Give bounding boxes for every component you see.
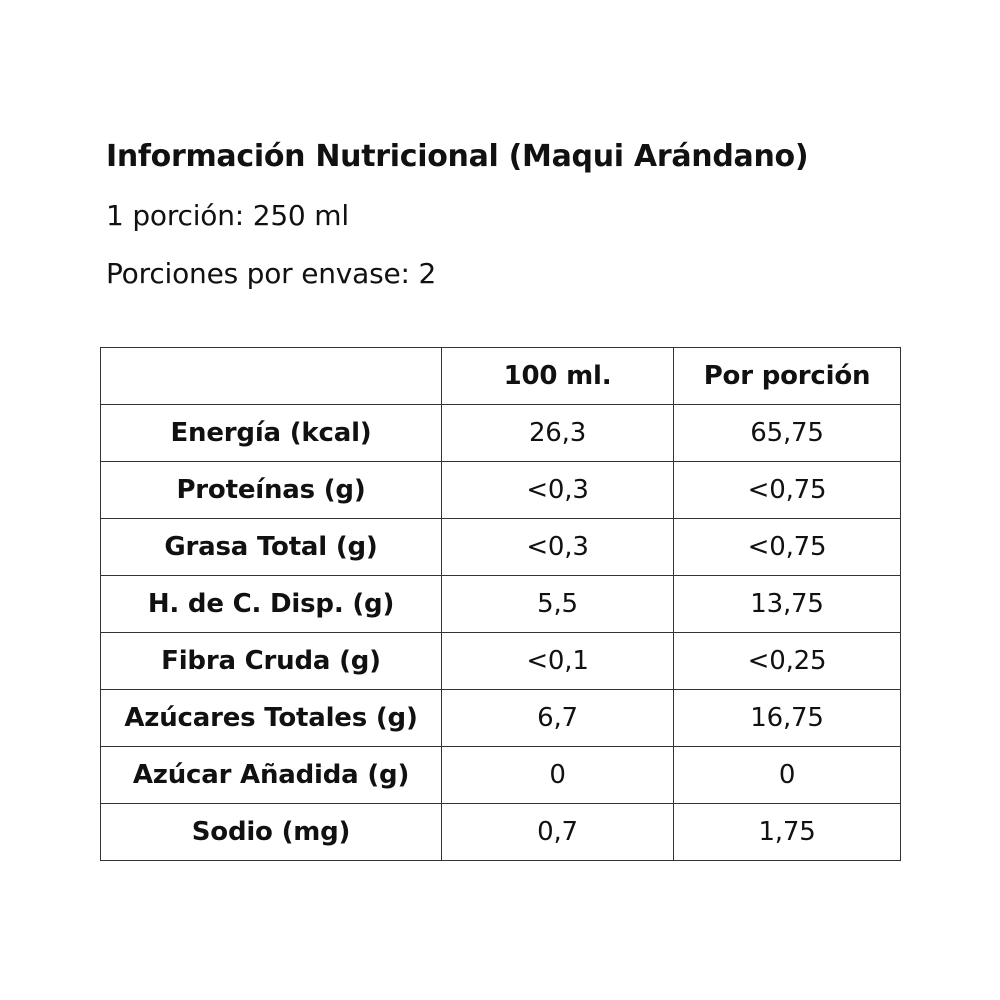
row-label: Azúcar Añadida (g) (101, 747, 442, 804)
nutrition-table (100, 347, 901, 861)
value-per-100ml: <0,1 (442, 633, 674, 690)
servings-per-container: Porciones por envase: 2 (106, 257, 437, 290)
table-row (101, 747, 901, 804)
value-per-100ml: 26,3 (442, 405, 674, 462)
table-row (101, 405, 901, 462)
value-per-100ml: 0 (442, 747, 674, 804)
header-empty (101, 348, 442, 405)
table-row (101, 519, 901, 576)
value-per-serving: 13,75 (674, 576, 901, 633)
page-title: Información Nutricional (Maqui Arándano) (106, 139, 809, 174)
value-per-100ml: 5,5 (442, 576, 674, 633)
row-label: Azúcares Totales (g) (101, 690, 442, 747)
table-row (101, 690, 901, 747)
value-per-serving: 0 (674, 747, 901, 804)
row-label: Energía (kcal) (101, 405, 442, 462)
header-per-serving: Por porción (674, 348, 901, 405)
row-label: Grasa Total (g) (101, 519, 442, 576)
row-label: H. de C. Disp. (g) (101, 576, 442, 633)
value-per-100ml: 6,7 (442, 690, 674, 747)
value-per-100ml: <0,3 (442, 519, 674, 576)
table-row (101, 462, 901, 519)
value-per-serving: <0,25 (674, 633, 901, 690)
row-label: Fibra Cruda (g) (101, 633, 442, 690)
value-per-100ml: <0,3 (442, 462, 674, 519)
row-label: Proteínas (g) (101, 462, 442, 519)
value-per-serving: 16,75 (674, 690, 901, 747)
value-per-100ml: 0,7 (442, 804, 674, 861)
table-header-row (101, 348, 901, 405)
value-per-serving: 65,75 (674, 405, 901, 462)
table-row (101, 804, 901, 861)
header-per-100ml: 100 ml. (442, 348, 674, 405)
value-per-serving: 1,75 (674, 804, 901, 861)
table-row (101, 576, 901, 633)
value-per-serving: <0,75 (674, 519, 901, 576)
value-per-serving: <0,75 (674, 462, 901, 519)
table-row (101, 633, 901, 690)
serving-size: 1 porción: 250 ml (106, 199, 349, 232)
row-label: Sodio (mg) (101, 804, 442, 861)
